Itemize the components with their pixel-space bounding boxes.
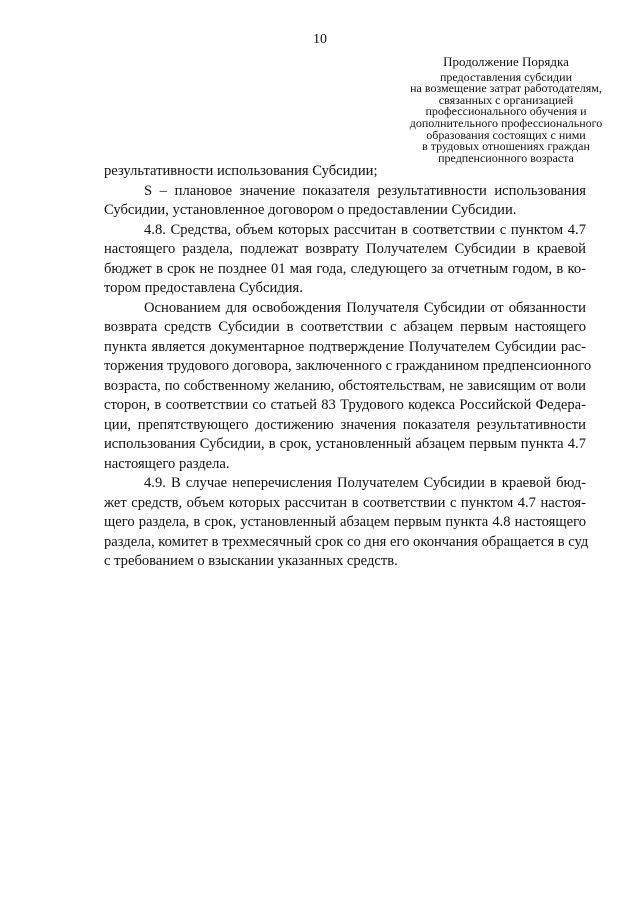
header-line: Продолжение Порядка bbox=[443, 54, 569, 69]
text-line: бюджет в срок не позднее 01 мая года, следующего за отчетным годом, в ко- bbox=[104, 260, 586, 277]
text-line: возраста, по собственному желанию, обстоятельствам, не зависящим от воли bbox=[104, 377, 586, 394]
header-line: профессионального обучения и bbox=[425, 104, 587, 119]
paragraph bbox=[104, 474, 589, 572]
text-line: жет средств, объем которых рассчитан в соответствии с пунктом 4.7 настоя- bbox=[104, 494, 586, 511]
page-number: 10 bbox=[313, 32, 327, 47]
text-line: с требованием о взыскании указанных средств. bbox=[104, 553, 398, 569]
text-line: S – плановое значение показателя результативности использования bbox=[144, 182, 586, 199]
document-header bbox=[388, 56, 624, 164]
text-line: пункта является документарное подтверждение Получателем Субсидии рас- bbox=[104, 338, 586, 355]
body-text bbox=[104, 162, 592, 572]
header-line: на возмещение затрат работодателям, bbox=[410, 81, 602, 96]
text-line: 4.8. Средства, объем которых рассчитан в соответствии с пунктом 4.7 bbox=[144, 221, 586, 238]
header-line: образования состоящих с ними bbox=[426, 127, 586, 142]
text-line: результативности использования Субсидии; bbox=[104, 163, 378, 179]
paragraph bbox=[104, 182, 586, 221]
text-line: раздела, комитет в трехмесячный срок со дня его окончания обращается в суд bbox=[104, 533, 589, 550]
header-line: предпенсионного возраста bbox=[438, 150, 574, 165]
text-line: ции, препятствующего достижению значения показателя результативности bbox=[104, 416, 586, 433]
text-line: настоящего раздела. bbox=[104, 455, 230, 472]
text-line: настоящего раздела, подлежат возврату Получателем Субсидии в краевой bbox=[104, 241, 586, 257]
paragraph bbox=[104, 221, 586, 299]
header-line: предоставления субсидии bbox=[439, 69, 573, 84]
header-line: в трудовых отношениях граждан bbox=[422, 139, 590, 154]
text-line: 4.9. В случае неперечисления Получателем Субсидии в краевой бюд- bbox=[144, 475, 586, 491]
text-line: использования Субсидии, в срок, установленный абзацем первым пункта 4.7 bbox=[104, 436, 586, 452]
header-line: связанных с организацией bbox=[438, 92, 574, 107]
paragraph bbox=[104, 162, 586, 182]
text-line: тором предоставлена Субсидия. bbox=[104, 280, 303, 296]
text-line: щего раздела, в срок, установленный абзацем первым пункта 4.8 настоящего bbox=[104, 514, 586, 530]
text-line: Основанием для освобождения Получателя Субсидии от обязанности bbox=[144, 299, 586, 316]
text-line: возврата средств Субсидии в соответствии с абзацем первым настоящего bbox=[104, 319, 586, 335]
text-line: сторон, в соответствии со статьей 83 Трудового кодекса Российской Федера- bbox=[104, 397, 586, 413]
paragraph bbox=[104, 299, 592, 475]
header-line: дополнительного профессионального bbox=[409, 115, 603, 130]
text-line: торжения трудового договора, заключенного с гражданином предпенсионного bbox=[104, 358, 592, 374]
text-line: Субсидии, установленное договором о предоставлении Субсидии. bbox=[104, 202, 517, 218]
